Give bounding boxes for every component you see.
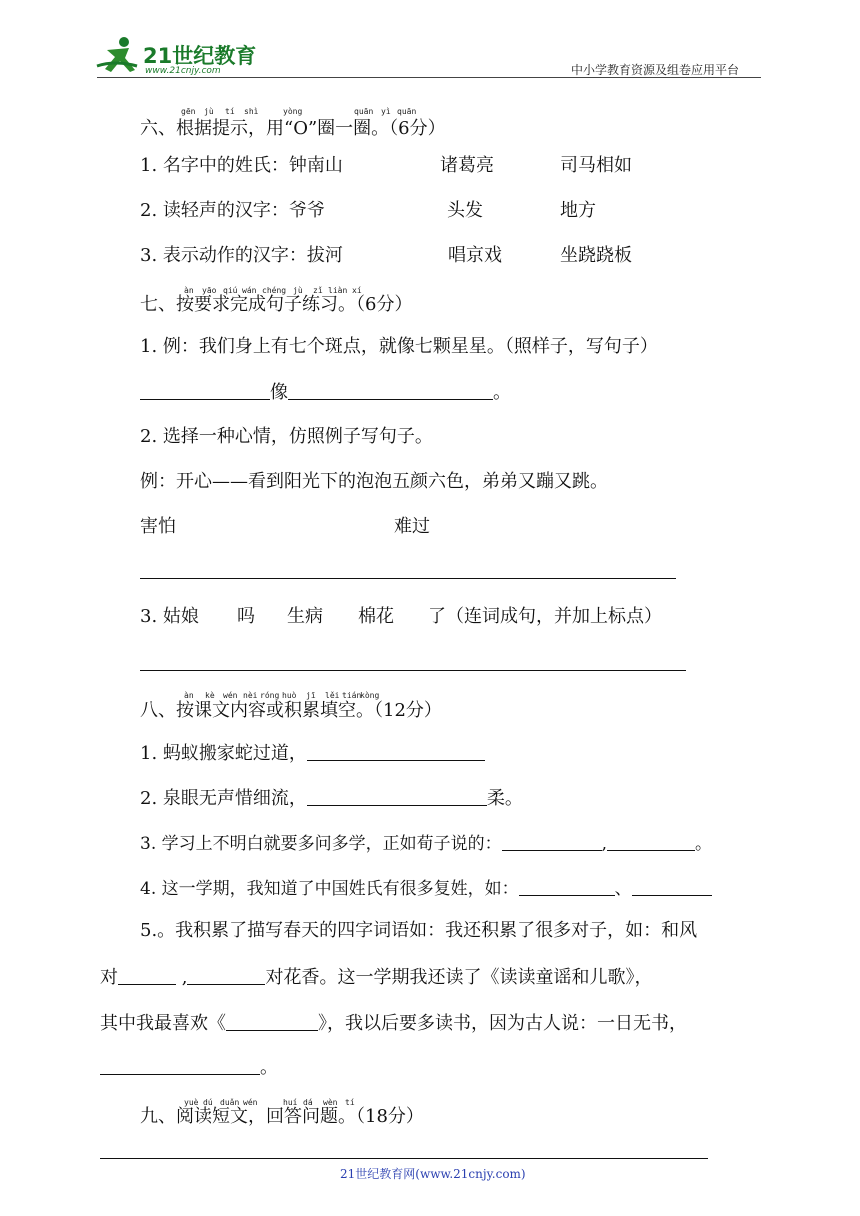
fill-line — [140, 381, 511, 404]
pinyin: yòng — [283, 107, 303, 116]
fill-line — [100, 1012, 687, 1035]
pinyin: xí — [352, 286, 362, 295]
answer-blank[interactable] — [226, 1012, 318, 1031]
fill-line — [100, 966, 652, 989]
question: 1. 蚂蚁搬家蛇过道， — [140, 743, 307, 764]
pinyin: shì — [244, 107, 259, 116]
word: 3. 姑娘 — [140, 606, 199, 627]
pinyin: wèn — [323, 1098, 338, 1107]
question: 2. 泉眼无声惜细流， — [140, 788, 307, 809]
choice: 诸葛亮 — [440, 155, 494, 176]
text: 对花香。这一学期我还读了《读读童谣和儿歌》， — [265, 967, 653, 988]
pinyin: jù — [293, 286, 303, 295]
pinyin: chéng — [262, 286, 287, 295]
pinyin: tí — [225, 107, 235, 116]
word: 吗 — [237, 606, 255, 627]
answer-blank[interactable] — [140, 381, 270, 400]
text: 。 — [260, 1057, 278, 1078]
logo-text: 21世纪教育 — [143, 44, 257, 68]
text: 》，我以后要多读书，因为古人说：一日无书， — [318, 1013, 687, 1034]
pinyin: yì — [381, 107, 391, 116]
text: , — [176, 967, 188, 988]
choice: 坐跷跷板 — [560, 245, 632, 266]
answer-blank[interactable] — [519, 877, 615, 896]
word: 棉花 — [358, 606, 394, 627]
header-divider — [97, 77, 761, 78]
pinyin: dú — [203, 1098, 213, 1107]
answer-blank[interactable] — [187, 966, 265, 985]
pinyin: yuè — [184, 1098, 199, 1107]
choice: 头发 — [447, 200, 483, 221]
answer-line[interactable] — [140, 670, 686, 671]
pinyin: kòng — [360, 691, 380, 700]
answer-blank[interactable] — [100, 1056, 260, 1075]
word: 了（连词成句，并加上标点） — [428, 606, 662, 627]
runner-logo-icon — [95, 36, 145, 78]
example: 例：开心——看到阳光下的泡泡五颜六色，弟弟又蹦又跳。 — [140, 471, 608, 492]
choice: 地方 — [560, 200, 596, 221]
fill-line — [140, 742, 485, 765]
word: 生病 — [287, 606, 323, 627]
question: 4. 这一学期，我知道了中国姓氏有很多复姓，如： — [140, 879, 519, 899]
answer-blank[interactable] — [307, 787, 487, 806]
paragraph-line: 5.。我积累了描写春天的四字词语如：我还积累了很多对子，如：和风 — [140, 920, 698, 941]
logo-url: www.21cnjy.com — [145, 66, 221, 76]
section-title: 七、按要求完成句子练习。（6分） — [140, 294, 413, 315]
answer-blank[interactable] — [118, 966, 176, 985]
answer-blank[interactable] — [607, 832, 695, 851]
pinyin: zǐ — [313, 286, 323, 295]
pinyin: liàn — [328, 286, 348, 295]
question-label: 1. 名字中的姓氏：钟南山 — [140, 155, 343, 176]
text: 对 — [100, 967, 118, 988]
fill-line — [140, 877, 712, 900]
footer-text: 21世纪教育网(www.21cnjy.com) — [340, 1167, 526, 1181]
pinyin: tí — [345, 1098, 355, 1107]
choice: 唱京戏 — [448, 245, 502, 266]
separator: 、 — [614, 879, 632, 899]
pinyin: huò — [282, 691, 297, 700]
pinyin: wén — [223, 691, 238, 700]
answer-line[interactable] — [140, 578, 676, 579]
logo — [95, 36, 265, 78]
question: 3. 学习上不明白就要多问多学，正如荀子说的： — [140, 834, 502, 854]
section-title: 八、按课文内容或积累填空。（12分） — [140, 700, 442, 721]
answer-blank[interactable] — [288, 381, 493, 400]
pinyin: jù — [204, 107, 214, 116]
section-title: 九、阅读短文，回答问题。（18分） — [140, 1106, 424, 1127]
pinyin: róng — [260, 691, 280, 700]
mood-option: 难过 — [394, 516, 430, 537]
question-end: 。 — [695, 834, 713, 854]
answer-blank[interactable] — [307, 742, 485, 761]
text: 其中我最喜欢《 — [100, 1013, 226, 1034]
pinyin: yāo — [202, 286, 217, 295]
pinyin: qiú — [223, 286, 238, 295]
pinyin: tián — [342, 691, 362, 700]
pinyin: dá — [303, 1098, 313, 1107]
footer-divider — [100, 1158, 708, 1159]
pinyin: àn — [184, 286, 194, 295]
fill-line — [100, 1056, 278, 1079]
separator: , — [601, 834, 608, 854]
question-label: 3. 表示动作的汉字：拔河 — [140, 245, 343, 266]
pinyin: wán — [242, 286, 257, 295]
answer-end: 。 — [493, 382, 511, 403]
pinyin: jī — [306, 691, 316, 700]
choice: 司马相如 — [560, 155, 632, 176]
answer-connector: 像 — [270, 382, 288, 403]
answer-blank[interactable] — [632, 877, 712, 896]
pinyin: huí — [283, 1098, 298, 1107]
pinyin: quān — [397, 107, 417, 116]
question: 1. 例：我们身上有七个斑点，就像七颗星星。（照样子，写句子） — [140, 336, 658, 357]
mood-option: 害怕 — [140, 516, 176, 537]
platform-name: 中小学教育资源及组卷应用平台 — [571, 63, 740, 77]
pinyin: duǎn — [220, 1098, 240, 1107]
fill-line — [140, 787, 523, 810]
question-label: 2. 读轻声的汉字：爷爷 — [140, 200, 325, 221]
pinyin: àn — [184, 691, 194, 700]
pinyin: quān — [354, 107, 374, 116]
fill-line — [140, 832, 712, 855]
pinyin: kè — [205, 691, 215, 700]
answer-blank[interactable] — [502, 832, 602, 851]
pinyin: nèi — [243, 691, 258, 700]
pinyin: gēn — [181, 107, 196, 116]
question-end: 柔。 — [486, 788, 523, 809]
pinyin: wén — [243, 1098, 258, 1107]
question: 2. 选择一种心情，仿照例子写句子。 — [140, 426, 433, 447]
pinyin: lěi — [325, 691, 340, 700]
section-title: 六、根据提示，用“O”圈一圈。（6分） — [140, 118, 446, 139]
